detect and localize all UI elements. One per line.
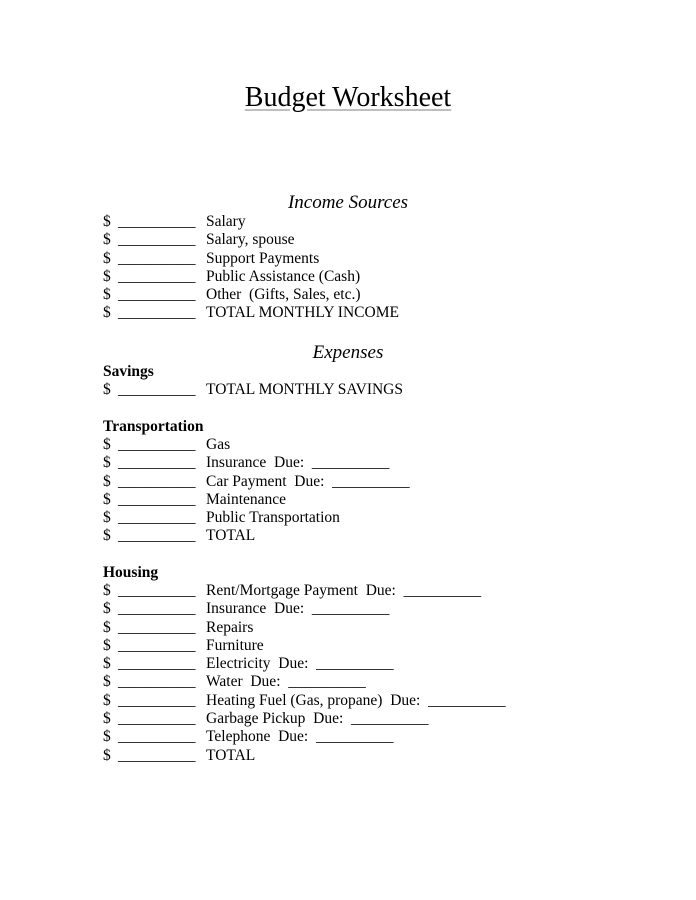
income-label: Public Assistance (Cash) [206,267,361,285]
savings-label: TOTAL MONTHLY SAVINGS [206,381,403,398]
housing-label: Heating Fuel (Gas, propane) Due: __________ [206,691,506,709]
income-row [103,213,663,231]
dollar-sign: $ [103,436,111,453]
amount-blank[interactable]: __________ [118,600,196,618]
housing-row [103,637,663,655]
savings-heading: Savings [103,363,154,380]
amount-blank[interactable]: __________ [118,490,196,508]
housing-row [103,692,663,710]
housing-label: Furniture [206,636,264,654]
income-row [103,304,663,322]
amount-blank[interactable]: __________ [118,249,196,267]
transportation-heading: Transportation [103,418,204,435]
page-title [0,80,696,116]
transportation-label: Maintenance [206,490,287,508]
amount-blank[interactable]: __________ [118,436,196,453]
expenses-heading: Expenses [312,342,384,363]
transportation-label: TOTAL [206,527,256,545]
dollar-sign: $ [103,472,111,490]
housing-label: Water Due: __________ [206,673,366,691]
amount-blank[interactable]: __________ [118,673,196,691]
transportation-row [103,454,663,472]
dollar-sign: $ [103,381,111,398]
transportation-label: Car Payment Due: __________ [206,472,410,490]
housing-row [103,673,663,691]
amount-blank[interactable]: __________ [118,728,196,746]
housing-label: Insurance Due: __________ [206,600,390,618]
dollar-sign: $ [103,710,111,728]
dollar-sign: $ [103,655,111,673]
amount-blank[interactable]: __________ [118,710,196,728]
housing-row [103,710,663,728]
savings-list [103,381,663,399]
dollar-sign: $ [103,454,111,472]
income-label: Salary, spouse [206,231,295,249]
housing-row [103,600,663,618]
dollar-sign: $ [103,213,111,230]
dollar-sign: $ [103,636,111,654]
income-row [103,286,663,304]
transportation-label: Gas [206,436,231,453]
dollar-sign: $ [103,618,111,636]
amount-blank[interactable]: __________ [118,636,196,654]
dollar-sign: $ [103,267,111,285]
income-label: Other (Gifts, Sales, etc.) [206,286,361,304]
transportation-list [103,436,663,546]
dollar-sign: $ [103,304,111,322]
amount-blank[interactable]: __________ [118,746,196,764]
housing-row [103,728,663,746]
housing-list [103,582,663,765]
housing-label: TOTAL [206,746,256,764]
dollar-sign: $ [103,490,111,508]
dollar-sign: $ [103,728,111,746]
housing-label: Telephone Due: __________ [206,728,394,746]
income-sources-heading: Income Sources [287,192,409,213]
amount-blank[interactable]: __________ [118,618,196,636]
income-row [103,268,663,286]
dollar-sign: $ [103,286,111,304]
savings-row [103,381,663,399]
amount-blank[interactable]: __________ [118,286,196,304]
housing-row [103,619,663,637]
dollar-sign: $ [103,582,111,599]
amount-blank[interactable]: __________ [118,527,196,545]
dollar-sign: $ [103,691,111,709]
amount-blank[interactable]: __________ [118,381,196,398]
dollar-sign: $ [103,527,111,545]
transportation-row [103,527,663,545]
amount-blank[interactable]: __________ [118,582,196,599]
page-title-text: Budget Worksheet [244,82,452,113]
amount-blank[interactable]: __________ [118,304,196,322]
housing-row [103,582,663,600]
housing-label: Electricity Due: __________ [206,655,394,673]
dollar-sign: $ [103,673,111,691]
housing-heading: Housing [103,564,159,581]
transportation-label: Public Transportation [206,509,340,527]
dollar-sign: $ [103,600,111,618]
income-label: Salary [206,213,246,230]
transportation-row [103,491,663,509]
amount-blank[interactable]: __________ [118,454,196,472]
amount-blank[interactable]: __________ [118,231,196,249]
transportation-label: Insurance Due: __________ [206,454,390,472]
transportation-row [103,509,663,527]
amount-blank[interactable]: __________ [118,655,196,673]
housing-row [103,655,663,673]
income-row [103,231,663,249]
income-label: Support Payments [206,249,320,267]
transportation-row [103,473,663,491]
housing-label: Garbage Pickup Due: __________ [206,710,429,728]
income-row [103,250,663,268]
dollar-sign: $ [103,746,111,764]
housing-row [103,747,663,765]
income-list [103,213,663,323]
dollar-sign: $ [103,231,111,249]
dollar-sign: $ [103,509,111,527]
income-label: TOTAL MONTHLY INCOME [206,304,399,322]
amount-blank[interactable]: __________ [118,267,196,285]
housing-label: Rent/Mortgage Payment Due: __________ [206,582,482,599]
housing-label: Repairs [206,618,254,636]
dollar-sign: $ [103,249,111,267]
amount-blank[interactable]: __________ [118,509,196,527]
amount-blank[interactable]: __________ [118,691,196,709]
transportation-row [103,436,663,454]
amount-blank[interactable]: __________ [118,472,196,490]
amount-blank[interactable]: __________ [118,213,196,230]
